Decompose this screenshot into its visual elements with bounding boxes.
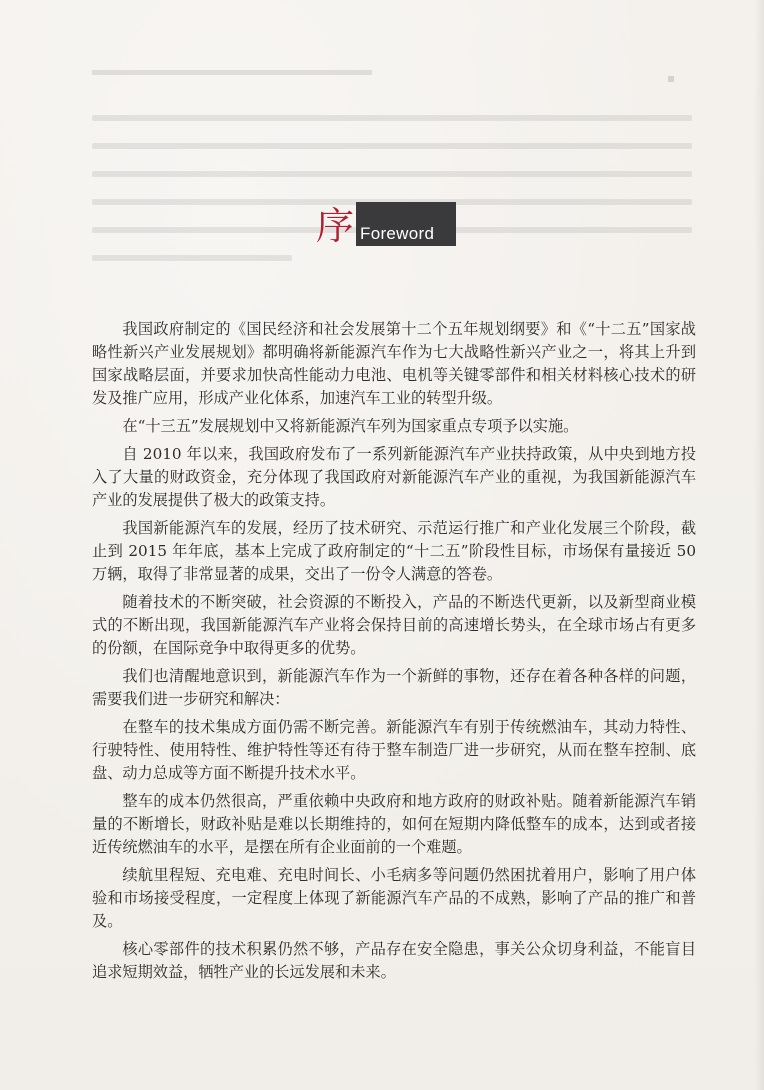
paragraph: 整车的成本仍然很高，严重依赖中央政府和地方政府的财政补贴。随着新能源汽车销量的不断增长，财政补贴是难以长期维持的，如何在短期内降低整车的成本，达到或者接近传统燃油车的水平，是摆在所有企业面前的一个难题。 (92, 792, 696, 856)
heading-chinese: 序 (316, 204, 355, 248)
page-edge-shadow (754, 0, 764, 1090)
paragraph: 核心零部件的技术积累仍然不够，产品存在安全隐患，事关公众切身利益，不能盲目追求短期效益，牺牲产业的长远发展和未来。 (92, 940, 696, 981)
paragraph: 自 2010 年以来，我国政府发布了一系列新能源汽车产业扶持政策，从中央到地方投入了大量的财政资金，充分体现了我国政府对新能源汽车产业的重视，为我国新能源汽车产业的发展提供了极大的政策支持。 (92, 445, 696, 509)
foreword-heading (316, 202, 456, 246)
heading-english: Foreword (360, 224, 435, 243)
bleed-through-text (92, 70, 692, 300)
paragraph: 我们也清醒地意识到，新能源汽车作为一个新鲜的事物，还存在着各种各样的问题，需要我们进一步研究和解决： (92, 667, 696, 708)
paragraph: 在整车的技术集成方面仍需不断完善。新能源汽车有别于传统燃油车，其动力特性、行驶特性、使用特性、维护特性等还有待于整车制造厂进一步研究，从而在整车控制、底盘、动力总成等方面不断提升技术水平。 (92, 718, 696, 782)
paragraph: 我国新能源汽车的发展，经历了技术研究、示范运行推广和产业化发展三个阶段，截止到 2015 年年底，基本上完成了政府制定的“十二五”阶段性目标，市场保有量接近 50 万辆，取得了非常显著的成果，交出了一份令人满意的答卷。 (92, 519, 696, 583)
foreword-body (92, 318, 696, 989)
heading-english-box (356, 202, 456, 246)
paragraph: 在“十三五”发展规划中又将新能源汽车列为国家重点专项予以实施。 (122, 417, 579, 435)
paragraph: 随着技术的不断突破，社会资源的不断投入，产品的不断迭代更新，以及新型商业模式的不断出现，我国新能源汽车产业将会保持目前的高速增长势头，在全球市场占有更多的份额，在国际竞争中取得更多的优势。 (92, 593, 696, 657)
paragraph: 续航里程短、充电难、充电时间长、小毛病多等问题仍然困扰着用户，影响了用户体验和市场接受程度，一定程度上体现了新能源汽车产品的不成熟，影响了产品的推广和普及。 (92, 866, 696, 930)
paragraph: 我国政府制定的《国民经济和社会发展第十二个五年规划纲要》和《“十二五”国家战略性新兴产业发展规划》都明确将新能源汽车作为七大战略性新兴产业之一，将其上升到国家战略层面，并要求加快高性能动力电池、电机等关键零部件和相关材料核心技术的研发及推广应用，形成产业化体系，加速汽车工业的转型升级。 (92, 320, 696, 407)
bleed-through-mark (668, 76, 674, 82)
